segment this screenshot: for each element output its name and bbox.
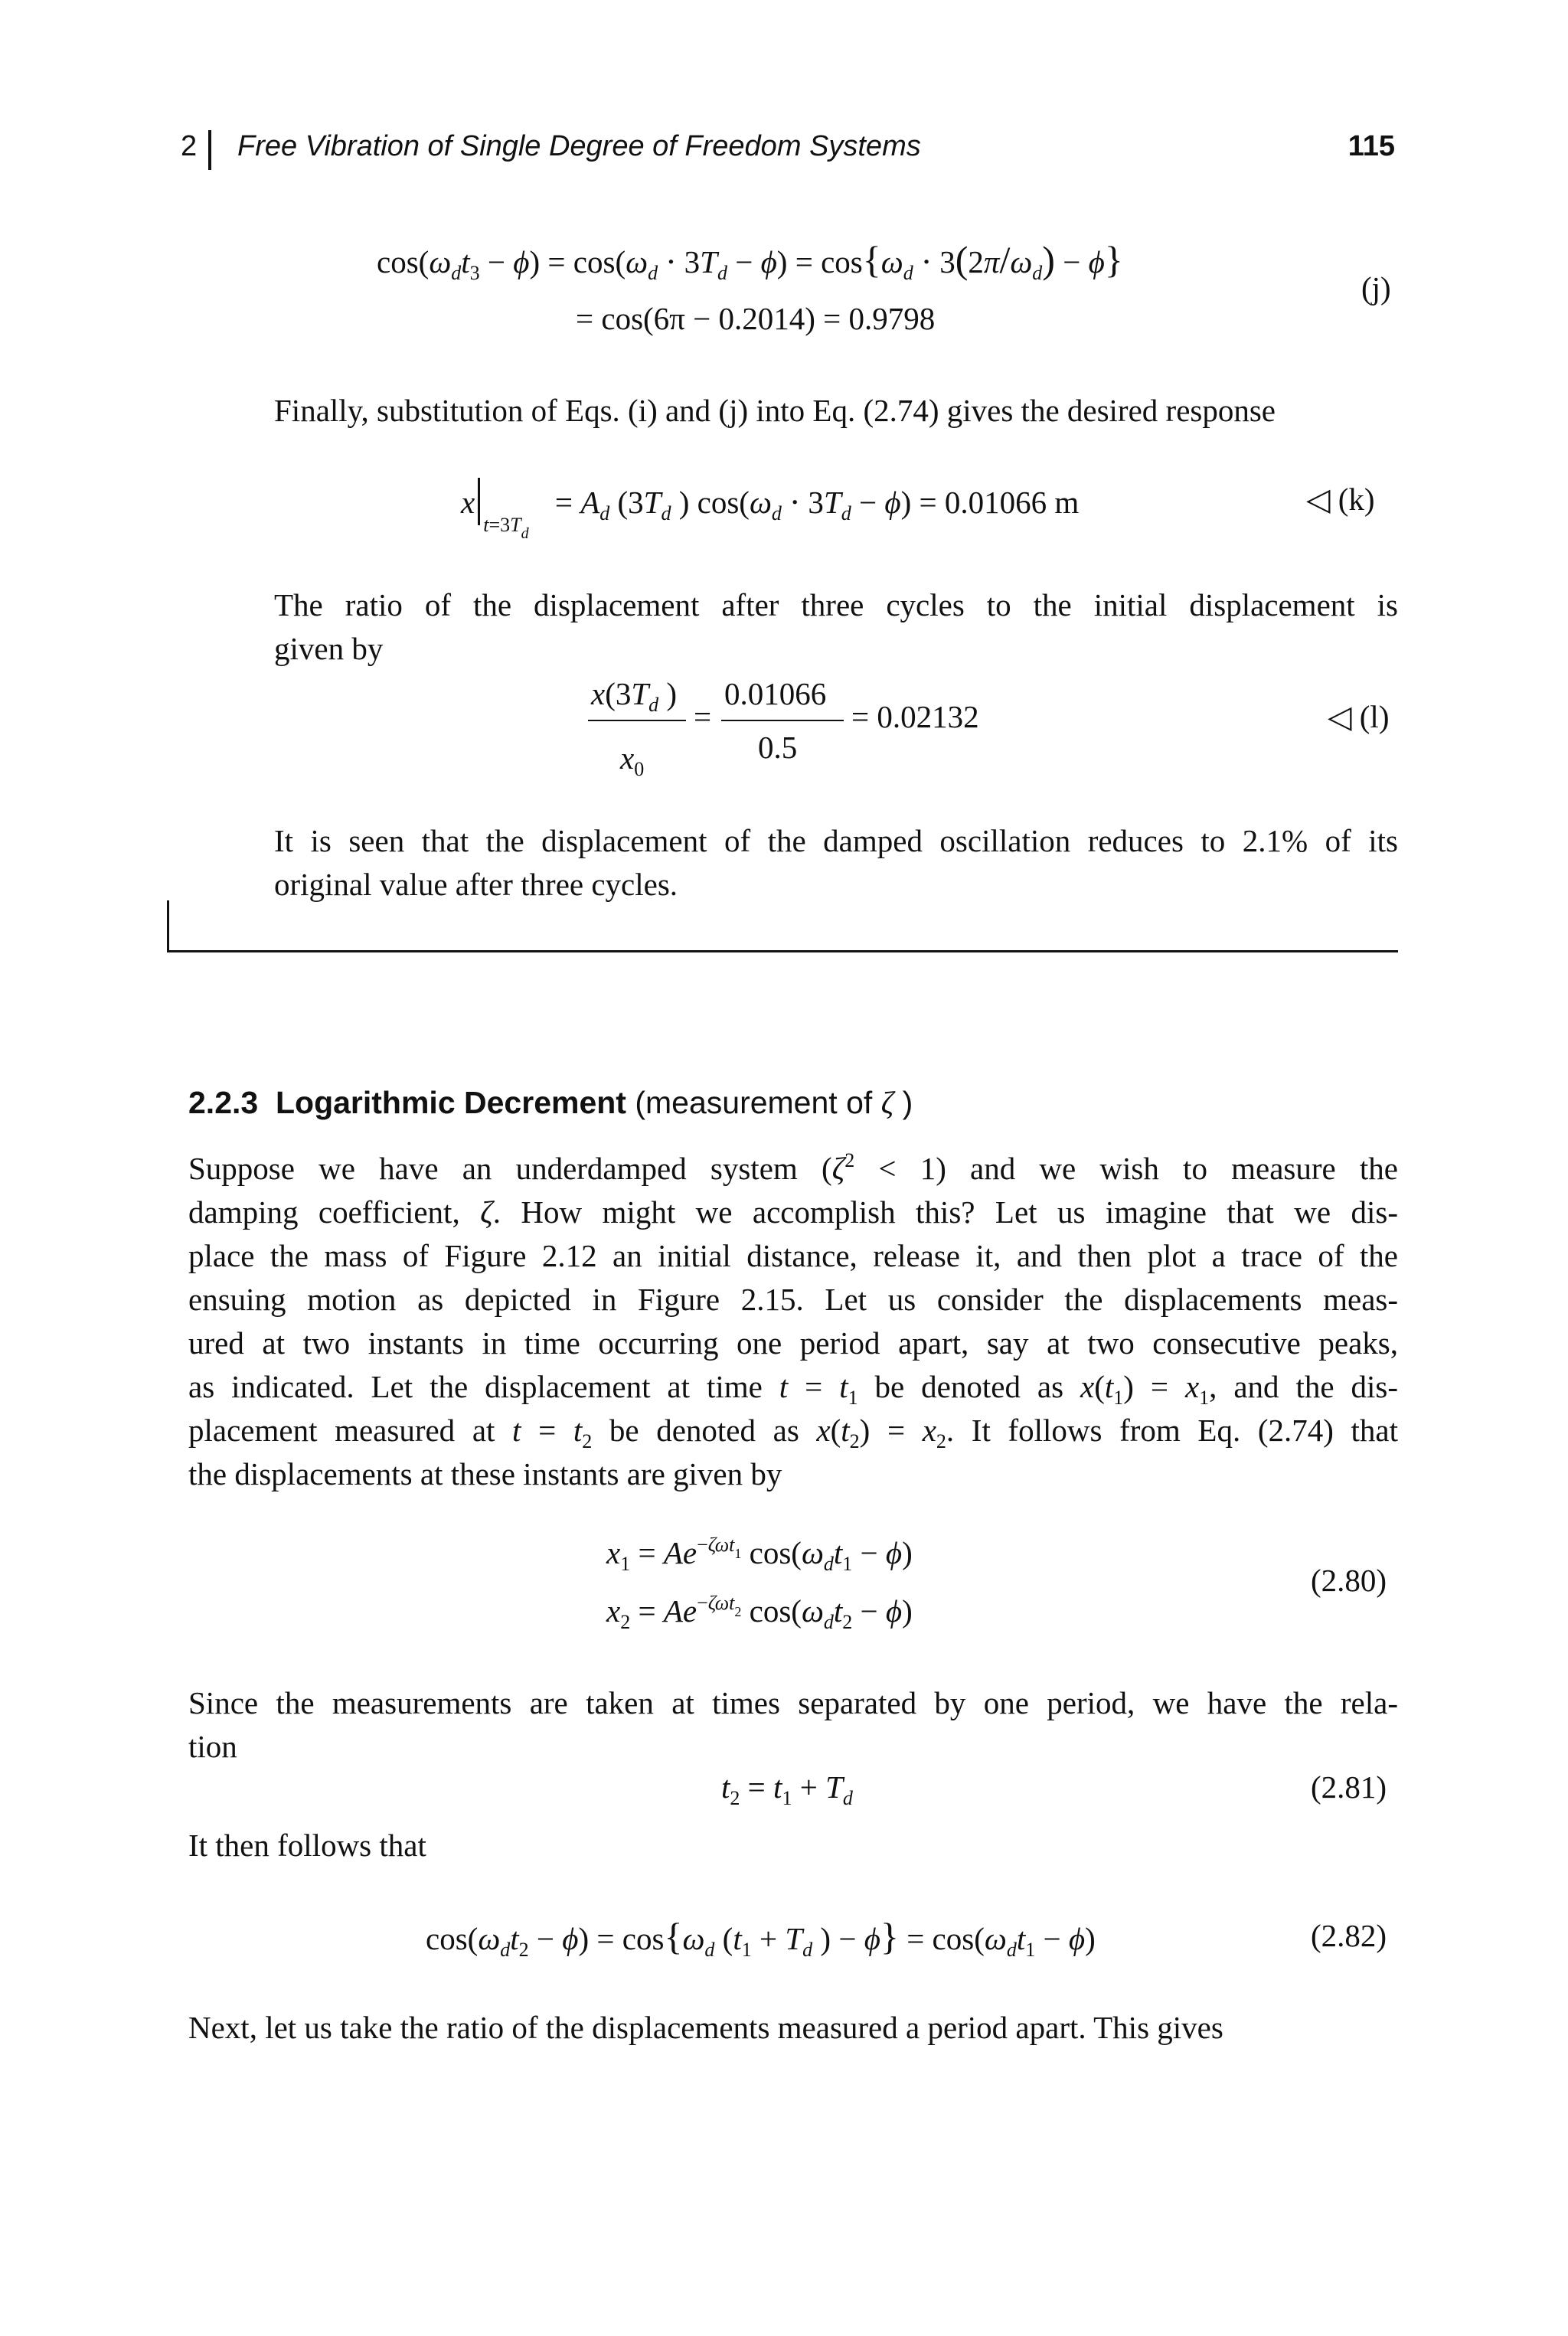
equation-number-2-82: (2.82) xyxy=(1311,1918,1387,1953)
fraction-bar xyxy=(721,720,844,721)
paragraph-substitution xyxy=(274,389,1398,433)
fraction-bar xyxy=(588,720,686,721)
paragraph-line: The ratio of the displacement after three cycles to the initial displacement is xyxy=(274,587,1398,622)
equation-l-value: = 0.02132 xyxy=(851,699,979,734)
running-header xyxy=(181,130,1395,176)
example-box-bottom-border xyxy=(167,950,1398,952)
paragraph-ratio xyxy=(274,583,1398,671)
equation-2-82: $\cos(\omega_dt_2 - \phi) = \cos\{\omega_d$ ($t_1 + T_d$ ) − $\phi\} = \cos(\omega_dt_1 - \phi)$ xyxy=(426,1915,1096,1961)
paragraph-line: Finally, substitution of Eqs. (i) and (j) into Eq. (2.74) gives the desired response xyxy=(274,393,1276,428)
section-title: Logarithmic Decrement xyxy=(276,1085,626,1120)
paragraph-line: placement measured at $t = t_2$ be denoted as $x(t_2) = x_2$. It follows from Eq. (2.74) that xyxy=(188,1413,1399,1452)
paragraph-line: It then follows that xyxy=(188,1828,426,1863)
paragraph-next xyxy=(188,2006,1398,2050)
paragraph-line: given by xyxy=(274,631,384,666)
paragraph-line: place the mass of Figure 2.12 an initial distance, release it, and then plot a trace of the xyxy=(188,1238,1398,1273)
paragraph-line: the displacements at these instants are given by xyxy=(188,1456,782,1491)
equation-2-80-line2: $x_2 = Ae^{-\zeta\omega t_2}$ $\cos(\omega_dt_2 - \phi)$ xyxy=(606,1592,913,1633)
paragraph-then-follows xyxy=(188,1824,1398,1867)
equation-number-l: ◁ (l) xyxy=(1328,699,1390,734)
paragraph-line: Suppose we have an underdamped system $(\zeta^2 < 1)$ and we wish to measure the xyxy=(188,1149,1398,1186)
section-number: 2.2.3 xyxy=(188,1085,259,1120)
fraction-l-right-numerator: 0.01066 xyxy=(724,676,827,711)
equation-k-value: = 0.01066 m xyxy=(919,485,1080,520)
paragraph-line: original value after three cycles. xyxy=(274,867,678,902)
paragraph-line: tion xyxy=(188,1729,237,1764)
paragraph-line: Next, let us take the ratio of the displacements measured a period apart. This gives xyxy=(188,2010,1223,2045)
paragraph-line: ured at two instants in time occurring one period apart, say at two consecutive peaks, xyxy=(188,1325,1398,1361)
equation-j-line2: = cos(6π − 0.2014) = 0.9798 xyxy=(576,301,936,336)
chapter-number: 2 xyxy=(181,130,198,162)
chapter-title: Free Vibration of Single Degree of Freedom Systems xyxy=(237,130,921,162)
paragraph-line: as indicated. Let the displacement at time $t = t_1$ be denoted as $x(t_1) = x_1$, and the dis- xyxy=(188,1369,1399,1409)
equation-number-k: ◁ (k) xyxy=(1306,482,1375,517)
fraction-l-right-denominator: 0.5 xyxy=(758,730,798,765)
equation-number-2-81: (2.81) xyxy=(1311,1769,1387,1805)
section-heading: 2.2.3 Logarithmic Decrement (measurement of ζ ) xyxy=(188,1085,913,1120)
paragraph-line: ensuing motion as depicted in Figure 2.15. Let us consider the displacements meas- xyxy=(188,1282,1398,1317)
equation-number-j: (j) xyxy=(1361,270,1391,305)
equation-k: $x_{t=3T_d} = A_d$ ($3T_d$ ) $\cos(\omega_d \cdot 3T_d - \phi) = 0.01066$ m xyxy=(461,478,1079,534)
equation-2-80-line1: $x_1 = Ae^{-\zeta\omega t_1}$ $\cos(\omega_dt_1 - \phi)$ xyxy=(606,1534,913,1575)
page-number: 115 xyxy=(1348,130,1395,162)
paragraph-line: damping coefficient, ζ. How might we accomplish this? Let us imagine that we dis- xyxy=(188,1194,1398,1230)
paragraph-line: It is seen that the displacement of the damped oscillation reduces to 2.1% of its xyxy=(274,823,1398,858)
paragraph-conclusion xyxy=(274,819,1398,907)
paragraph-suppose xyxy=(188,1147,1398,1496)
example-box-left-border xyxy=(167,900,169,952)
equation-number-2-80: (2.80) xyxy=(1311,1563,1387,1598)
section-subtitle: (measurement of xyxy=(635,1085,881,1120)
fraction-l-left-numerator: $x(3T_d$ ) xyxy=(591,676,678,716)
equals-sign: = xyxy=(694,699,712,734)
fraction-l-left-denominator: $x_0$ xyxy=(620,740,645,780)
header-divider xyxy=(208,130,211,170)
paragraph-line: Since the measurements are taken at times separated by one period, we have the rela- xyxy=(188,1685,1398,1720)
equation-j-line1: $\cos(\omega_dt_3 - \phi) = \cos(\omega_d \cdot 3T_d - \phi) = \cos\{\omega_d \cdot 3(2\pi/\omega_d) - \phi\}$ xyxy=(377,238,1123,284)
equation-2-81: $t_2 = t_1 + T_d$ xyxy=(721,1769,853,1809)
paragraph-since xyxy=(188,1681,1398,1769)
